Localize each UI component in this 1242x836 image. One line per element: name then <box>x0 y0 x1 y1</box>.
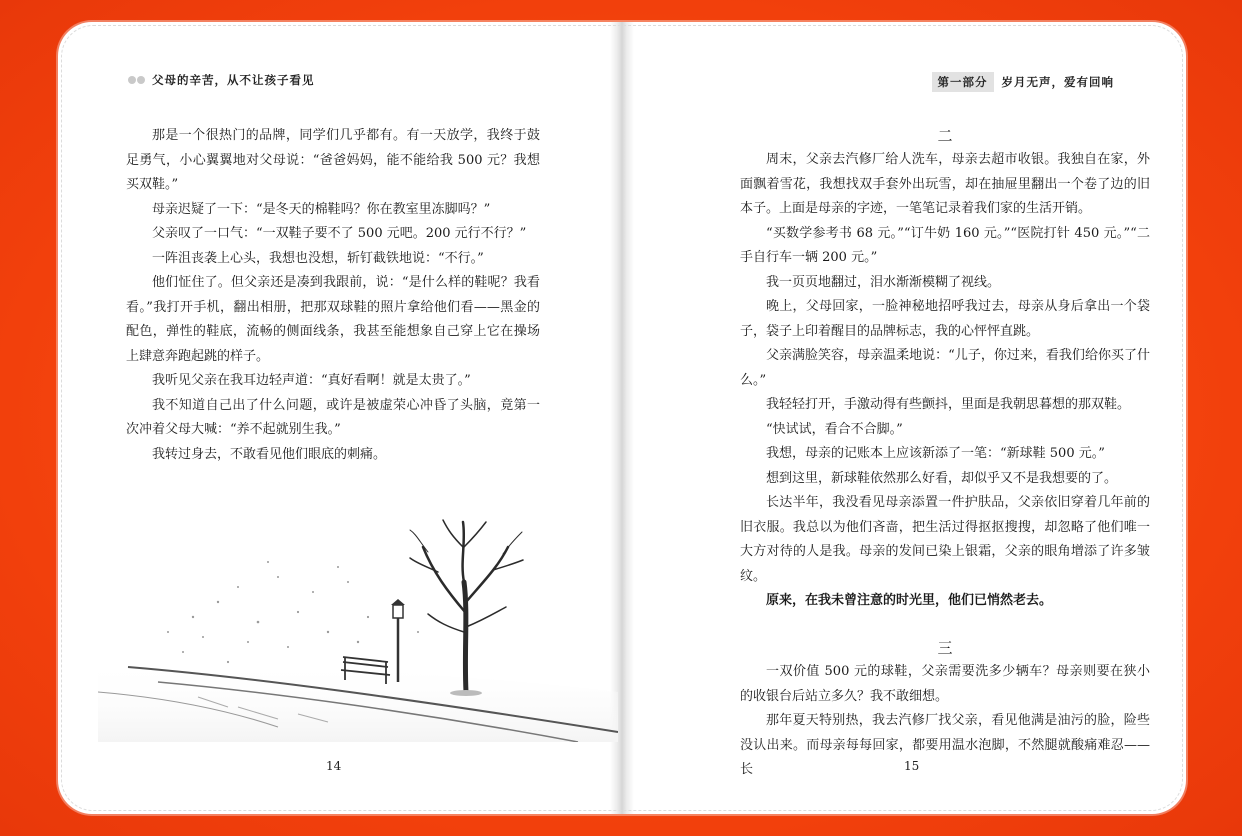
running-head-right <box>932 72 1115 92</box>
paragraph: 我不知道自己出了什么问题，或许是被虚荣心冲昏了头脑，竟第一次冲着父母大喊：“养不起就别生我。” <box>126 397 540 437</box>
running-head-right-text: 岁月无声，爱有回响 <box>1001 75 1114 89</box>
running-head-left <box>128 72 315 88</box>
section-number: 三 <box>937 638 953 657</box>
running-head-dots-icon <box>128 76 145 84</box>
paragraph: 一双价值 500 元的球鞋，父亲需要洗多少辆车？母亲则要在狭小的收银台后站立多久？我不敢细想。 <box>740 664 1150 704</box>
paragraph: 想到这里，新球鞋依然那么好看，却似乎又不是我想要的了。 <box>766 470 1118 486</box>
winter-park-illustration <box>98 492 618 742</box>
right-body-text <box>740 148 1150 783</box>
right-page <box>634 22 1186 814</box>
paragraph: “买数学参考书 68 元。”“订牛奶 160 元。”“医院打针 450 元。”“二手自行车一辆 200 元。” <box>740 225 1150 265</box>
paragraph: 那年夏天特别热，我去汽修厂找父亲，看见他满是油污的脸，险些没认出来。而母亲每每回家，都要用温水泡脚，不然腿就酸痛难忍——长 <box>740 713 1150 777</box>
page-number-right: 15 <box>904 759 920 773</box>
paragraph: 父亲叹了一口气：“一双鞋子要不了 500 元吧。200 元行不行？” <box>152 226 527 241</box>
paragraph: 那是一个很热门的品牌，同学们几乎都有。有一天放学，我终于鼓足勇气，小心翼翼地对父母说：“爸爸妈妈，能不能给我 500 元？我想买双鞋。” <box>126 128 540 192</box>
paragraph: 我想，母亲的记账本上应该新添了一笔：“新球鞋 500 元。” <box>766 446 1105 461</box>
paragraph: 父亲满脸笑容，母亲温柔地说：“儿子，你过来，看我们给你买了什么。” <box>740 348 1150 388</box>
paragraph: 我转过身去，不敢看见他们眼底的刺痛。 <box>152 446 387 462</box>
paragraph: “快试试，看合不合脚。” <box>766 421 903 437</box>
paragraph: 我一页页地翻过，泪水渐渐模糊了视线。 <box>766 274 1001 290</box>
paragraph: 我听见父亲在我耳边轻声道：“真好看啊！就是太贵了。” <box>152 373 471 388</box>
paragraph: 他们怔住了。但父亲还是凑到我跟前，说：“是什么样的鞋呢？我看看。”我打开手机，翻出相册，把那双球鞋的照片拿给他们看——黑金的配色，弹性的鞋底，流畅的侧面线条，我甚至能想象自己穿上它在操场上肆意奔跑起跳的样子。 <box>126 275 540 364</box>
paragraph-bold: 原来，在我未曾注意的时光里，他们已悄然老去。 <box>766 593 1053 608</box>
running-head-part: 第一部分 <box>932 72 994 92</box>
section-two-heading <box>740 124 1150 149</box>
paragraph: 晚上，父母回家，一脸神秘地招呼我过去，母亲从身后拿出一个袋子，袋子上印着醒目的品牌标志，我的心怦怦直跳。 <box>740 299 1150 339</box>
open-book <box>58 22 1186 814</box>
paragraph: 周末，父亲去汽修厂给人洗车，母亲去超市收银。我独自在家，外面飘着雪花，我想找双手套外出玩雪，却在抽屉里翻出一个卷了边的旧本子。上面是母亲的字迹，一笔笔记录着我们家的生活开销。 <box>740 152 1150 216</box>
paragraph: 一阵沮丧袭上心头，我想也没想，斩钉截铁地说：“不行。” <box>152 250 484 266</box>
left-body-text <box>126 124 540 467</box>
section-number: 二 <box>937 127 953 145</box>
paragraph: 长达半年，我没看见母亲添置一件护肤品，父亲依旧穿着几年前的旧衣服。我总以为他们吝啬，把生活过得抠抠搜搜，却忽略了他们唯一大方对待的人是我。母亲的发间已染上银霜，父亲的眼角增添了许多皱纹。 <box>740 495 1150 584</box>
paragraph: 我轻轻打开，手激动得有些颤抖，里面是我朝思暮想的那双鞋。 <box>766 397 1131 412</box>
page-number-left: 14 <box>326 759 342 773</box>
left-page <box>58 22 610 814</box>
paragraph: 母亲迟疑了一下：“是冬天的棉鞋吗？你在教室里冻脚吗？” <box>152 201 491 217</box>
running-head-left-text: 父母的辛苦，从不让孩子看见 <box>152 73 315 87</box>
